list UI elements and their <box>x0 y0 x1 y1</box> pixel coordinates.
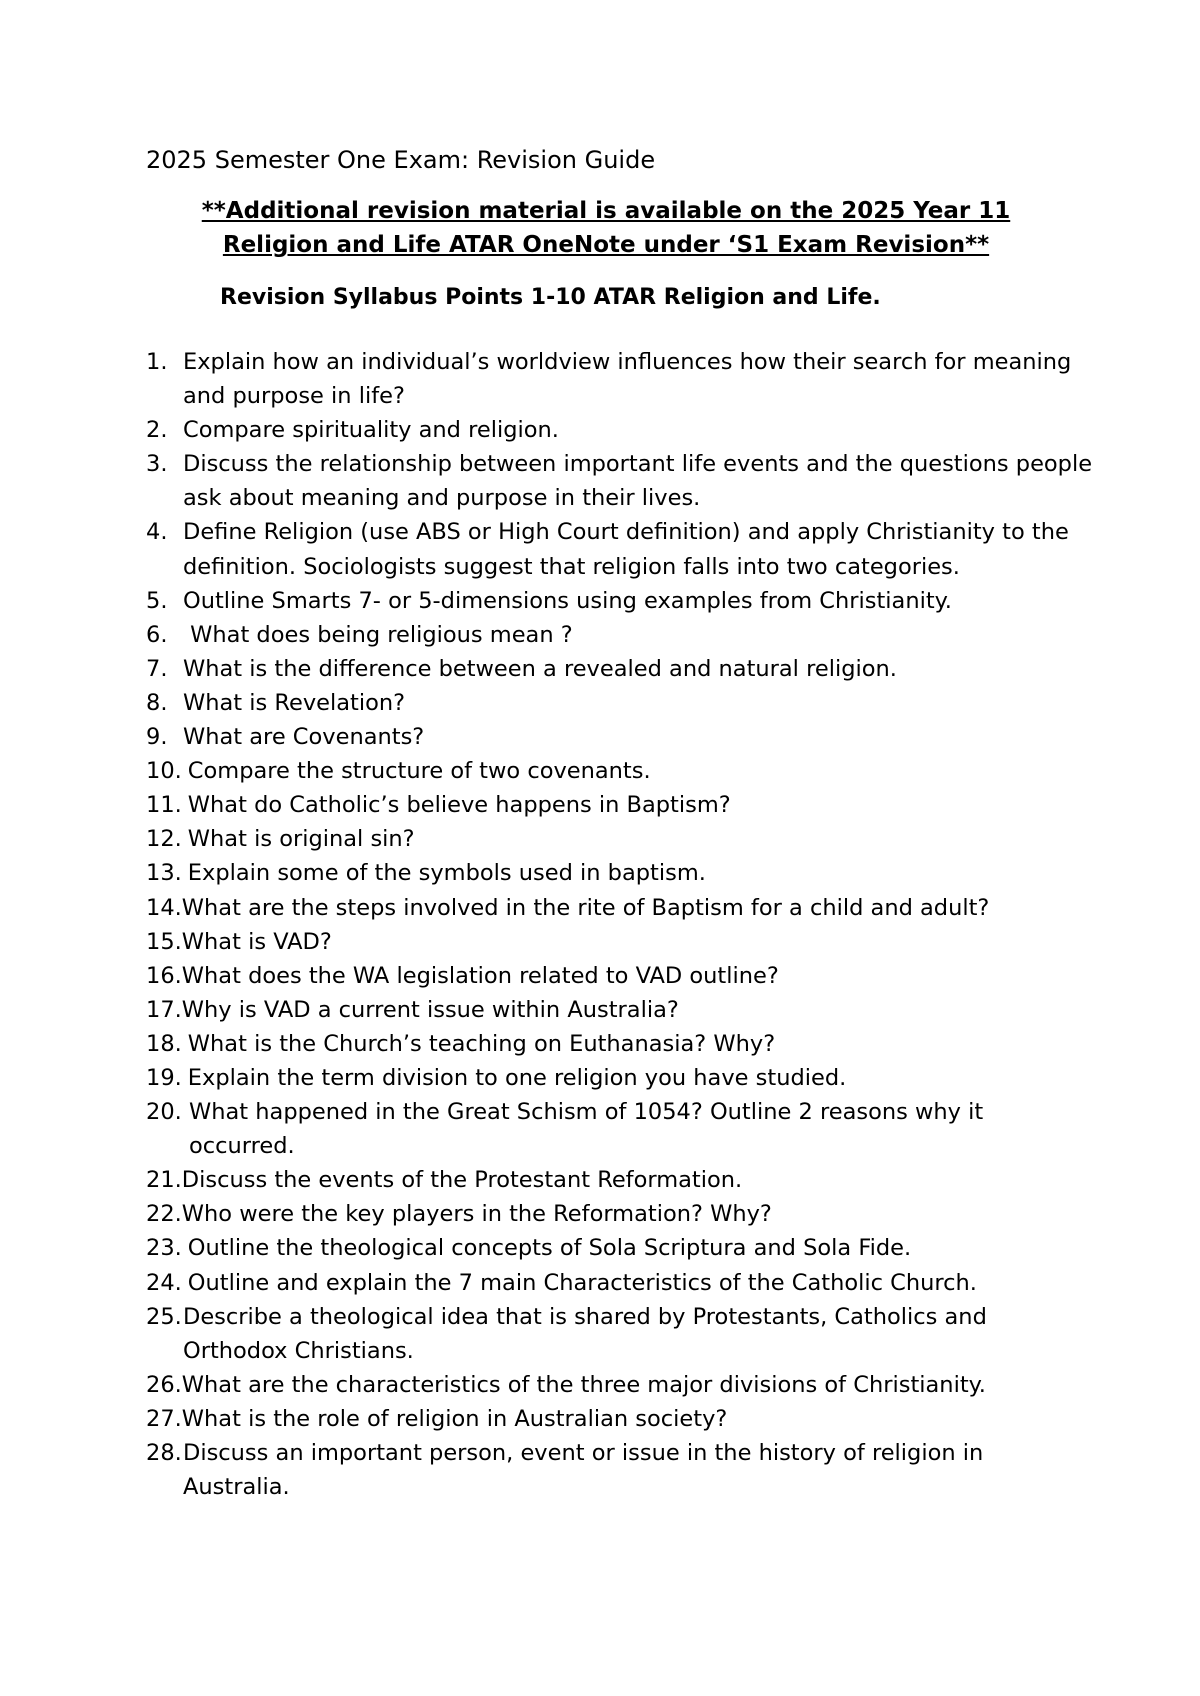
question-continuation: occurred. <box>189 1133 295 1160</box>
question-number: 8. <box>146 689 168 716</box>
question-number: 3. <box>146 451 168 478</box>
question-text: What is the Church’s teaching on Euthanasia? Why? <box>187 1030 776 1057</box>
question-item <box>146 584 1106 618</box>
question-text: Outline Smarts 7- or 5-dimensions using examples from Christianity. <box>183 587 952 614</box>
question-text: What are the characteristics of the three major divisions of Christianity. <box>181 1371 986 1398</box>
question-number: 28. <box>146 1440 182 1466</box>
question-item <box>146 652 1106 686</box>
question-item <box>146 822 1106 856</box>
question-item <box>146 1300 1106 1368</box>
question-item <box>146 856 1106 890</box>
question-item <box>146 345 1106 413</box>
question-number: 22. <box>146 1201 182 1228</box>
question-text: What are the steps involved in the rite of Baptism for a child and adult? <box>181 894 990 921</box>
question-item <box>146 1095 1106 1163</box>
question-text: What are Covenants? <box>183 724 425 751</box>
question-text: Describe a theological idea that is shared by Protestants, Catholics and <box>183 1303 987 1330</box>
question-item <box>146 515 1106 583</box>
question-continuation: Orthodox Christians. <box>183 1337 414 1364</box>
question-number: 2. <box>146 417 168 444</box>
question-item <box>146 720 1106 754</box>
question-text: Define Religion (use ABS or High Court definition) and apply Christianity to the definition. Sociologists suggest that religion falls into two categories. <box>183 519 1076 580</box>
question-text: Outline and explain the 7 main Characteristics of the Catholic Church. <box>187 1269 977 1296</box>
question-continuation: Australia. <box>183 1474 290 1501</box>
revision-question-list <box>146 345 1106 1504</box>
question-number: 21. <box>146 1167 182 1194</box>
question-item <box>146 1402 1106 1436</box>
question-number: 11. <box>146 792 182 819</box>
question-item <box>146 447 1106 515</box>
question-item <box>146 686 1106 720</box>
question-item <box>146 1266 1106 1300</box>
question-body <box>183 1300 1106 1368</box>
question-number: 6. <box>146 621 168 648</box>
question-text: Discuss the events of the Protestant Reformation. <box>181 1167 743 1194</box>
question-number: 15. <box>146 928 182 955</box>
question-text: What happened in the Great Schism of 1054? Outline 2 reasons why it <box>189 1099 984 1126</box>
question-number: 23. <box>146 1235 182 1262</box>
question-item <box>146 1061 1106 1095</box>
question-text: What is the difference between a revealed and natural religion. <box>183 655 897 682</box>
question-number: 13. <box>146 860 182 887</box>
question-text: What is the role of religion in Australian society? <box>181 1405 728 1432</box>
question-text: Explain how an individual’s worldview influences how their search for meaning and purpose in life? <box>183 349 1079 410</box>
question-item <box>146 1027 1106 1061</box>
question-number: 10. <box>146 758 182 785</box>
question-text: Compare spirituality and religion. <box>183 417 559 444</box>
question-number: 1. <box>146 349 168 375</box>
question-item <box>146 1197 1106 1231</box>
question-item <box>146 959 1106 993</box>
question-item <box>146 618 1106 652</box>
question-number: 17. <box>146 996 182 1023</box>
question-text: What does the WA legislation related to VAD outline? <box>181 962 779 989</box>
question-body <box>189 1095 1106 1163</box>
question-number: 16. <box>146 962 182 989</box>
question-item <box>146 1231 1106 1265</box>
question-item <box>146 1163 1106 1197</box>
question-text: Discuss an important person, event or issue in the history of religion in <box>183 1440 984 1466</box>
question-item <box>146 1368 1106 1402</box>
revision-notice-line-1: **Additional revision material is available on the 2025 Year 11 <box>201 198 1011 224</box>
question-text: Outline the theological concepts of Sola Scriptura and Sola Fide. <box>187 1235 912 1262</box>
question-number: 24. <box>146 1269 182 1296</box>
question-text: What does being religious mean ? <box>183 621 573 648</box>
question-text: What do Catholic’s believe happens in Baptism? <box>187 792 731 819</box>
question-item <box>146 891 1106 925</box>
document-title: 2025 Semester One Exam: Revision Guide <box>146 146 656 174</box>
question-body <box>183 1436 1106 1504</box>
question-number: 26. <box>146 1371 182 1398</box>
question-number: 14. <box>146 894 182 921</box>
question-number: 20. <box>146 1099 182 1126</box>
question-number: 18. <box>146 1030 182 1057</box>
question-text: Why is VAD a current issue within Australia? <box>181 996 679 1023</box>
question-text: What is original sin? <box>187 826 415 853</box>
question-number: 4. <box>146 519 168 546</box>
question-number: 19. <box>146 1064 182 1091</box>
revision-notice <box>146 194 1066 262</box>
question-item <box>146 754 1106 788</box>
syllabus-subheading: Revision Syllabus Points 1-10 ATAR Religion and Life. <box>220 285 881 310</box>
question-item <box>146 413 1106 447</box>
question-item <box>146 1436 1106 1504</box>
revision-notice-line-2: Religion and Life ATAR OneNote under ‘S1 Exam Revision** <box>222 232 990 258</box>
question-text: Discuss the relationship between important life events and the questions people ask about meaning and purpose in their lives. <box>183 451 1100 512</box>
question-number: 9. <box>146 724 168 751</box>
question-number: 12. <box>146 826 182 853</box>
question-item <box>146 788 1106 822</box>
question-item <box>146 925 1106 959</box>
question-number: 7. <box>146 655 168 682</box>
question-text: Compare the structure of two covenants. <box>187 758 651 785</box>
question-text: What is Revelation? <box>183 689 406 716</box>
question-item <box>146 993 1106 1027</box>
question-text: Who were the key players in the Reformation? Why? <box>181 1201 772 1228</box>
question-text: Explain the term division to one religion you have studied. <box>187 1064 847 1091</box>
question-text: What is VAD? <box>181 928 332 955</box>
question-number: 25. <box>146 1303 182 1330</box>
question-number: 5. <box>146 587 168 614</box>
question-text: Explain some of the symbols used in baptism. <box>187 860 706 887</box>
question-number: 27. <box>146 1405 182 1432</box>
